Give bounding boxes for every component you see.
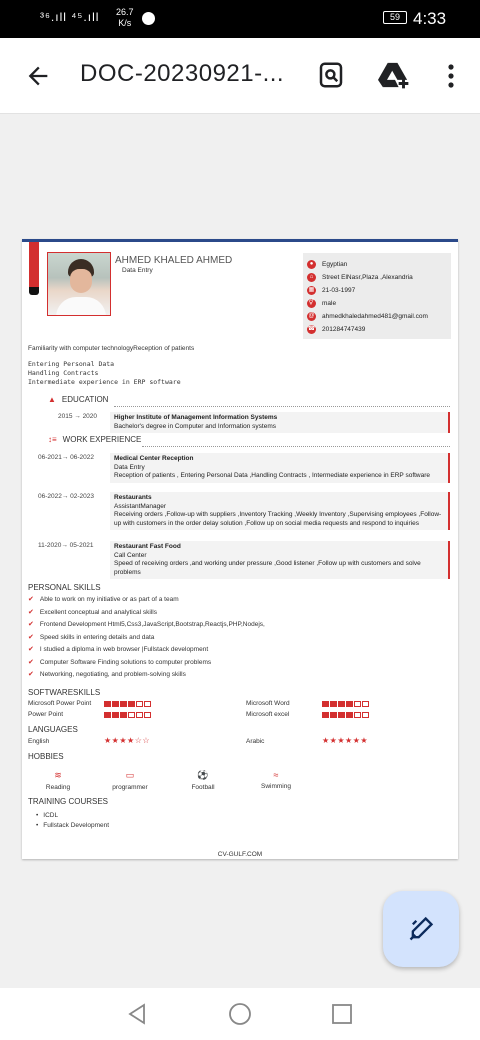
more-vert-icon[interactable] [440, 62, 462, 90]
work-heading-text: WORK EXPERIENCE [62, 435, 142, 444]
check-icon: ✔ [28, 659, 34, 666]
personal-skills-heading: PERSONAL SKILLS [28, 583, 101, 592]
star-icon: ★ [329, 736, 338, 745]
star-icon: ★ [111, 736, 120, 745]
job-description: Reception of patients , Entering Personal Data ,Handling Contracts , Intermediate experience in ERP software [114, 472, 431, 479]
job-entry [110, 492, 450, 530]
cv-role: Data Entry [122, 267, 153, 274]
skill-level-segment [346, 701, 353, 707]
skill-level-segment [330, 712, 337, 718]
edit-fab-button[interactable] [383, 891, 459, 967]
work-icon: ↕≡ [48, 435, 57, 444]
app-bar [0, 38, 480, 114]
summary-text: Familiarity with computer technologyReception of patients [28, 345, 195, 352]
software-name: Microsoft Power Point [28, 700, 92, 707]
check-icon: ✔ [28, 646, 34, 653]
contact-text: Egyptian [322, 261, 348, 268]
football-icon: ⚽ [197, 770, 209, 780]
skill-level-bar [322, 701, 370, 707]
training-item: • Fullstack Development [36, 822, 109, 829]
skill-level-segment [112, 701, 119, 707]
education-heading [48, 395, 108, 404]
education-title: Higher Institute of Management Information Systems [114, 414, 278, 421]
personal-skill-text: Frontend Development Html5,Css3,JavaScript,Bootstrap,Reactjs,PHP,Nodejs, [39, 620, 265, 628]
check-icon: ✔ [28, 609, 34, 616]
skill-level-segment [144, 712, 151, 718]
check-icon: ✔ [28, 671, 34, 678]
job-title: Restaurants [114, 494, 152, 501]
skill-level-segment [112, 712, 119, 718]
document-title: DOC-20230921-... [80, 60, 285, 87]
status-bar [0, 0, 480, 38]
network-speed-value: 26.7 [116, 7, 134, 17]
star-icon: ★ [352, 736, 361, 745]
skill-level-segment [128, 701, 135, 707]
work-heading [48, 435, 141, 444]
home-icon: ⌂ [307, 273, 316, 282]
skill-level-segment [104, 701, 111, 707]
drive-add-icon[interactable] [378, 60, 412, 90]
job-role: AssistantManager [114, 502, 167, 510]
training-heading: TRAINING COURSES [28, 797, 109, 806]
job-description: Speed of receiving orders ,and working under pressure ,Good listener ,Follow up with customers and solve problems [114, 560, 421, 576]
job-date: 11-2020→ 05-2021 [38, 542, 94, 549]
job-description: Receiving orders ,Follow-up with suppliers ,Inventory Tracking ,Weekly Inventory ,Supervising employees ,Follow-up with customers in the order delay solution ,Follow up on social media requests and respond to inquiries [114, 511, 442, 527]
hobby-reading [28, 770, 88, 791]
skill-level-segment [144, 701, 151, 707]
personal-skill-item [28, 595, 179, 603]
skill-level-segment [136, 701, 143, 707]
contact-row [307, 285, 355, 296]
messenger-icon [142, 12, 155, 25]
language-name: English [28, 738, 50, 745]
location-icon: ● [307, 260, 316, 269]
skill-level-segment [322, 701, 329, 707]
check-icon: ✔ [28, 596, 34, 603]
personal-skill-text: Computer Software Finding solutions to computer problems [39, 658, 212, 666]
document-footer: CV-GULF.COM [217, 851, 263, 858]
star-icon: ★ [127, 736, 135, 745]
signal-indicator: ³⁶.ıll ⁴⁵.ıll [40, 10, 100, 24]
nav-back-icon[interactable] [125, 1002, 149, 1026]
job-title: Medical Center Reception [114, 455, 194, 462]
network-speed [116, 7, 134, 29]
personal-skill-text: Networking, negotiating, and problem-solving skills [39, 670, 186, 678]
skill-level-segment [338, 712, 345, 718]
check-icon: ✔ [28, 634, 34, 641]
star-icon: ★ [337, 736, 346, 745]
clock: 4:33 [413, 9, 447, 28]
skill-level-segment [120, 701, 127, 707]
swimming-icon: ≈ [273, 770, 279, 780]
contact-text: ahmedkhaledahmed481@gmail.com [322, 313, 428, 320]
language-rating [322, 736, 368, 745]
edit-pen-icon [407, 915, 435, 943]
hobby-label: programmer [112, 784, 148, 791]
job-title: Restaurant Fast Food [114, 543, 181, 550]
personal-skill-text: Excellent conceptual and analytical skills [39, 608, 157, 616]
contact-row [307, 311, 428, 322]
skill-level-bar [104, 701, 152, 707]
contact-row [307, 259, 347, 270]
language-name: Arabic [246, 738, 265, 745]
header-accent-bar [29, 242, 39, 288]
software-name: Microsoft Word [246, 700, 290, 707]
job-entry [110, 453, 450, 483]
job-date: 06-2022→ 02-2023 [38, 493, 95, 500]
star-icon: ☆ [134, 736, 143, 745]
skill-level-segment [104, 712, 111, 718]
cv-name: AHMED KHALED AHMED [115, 255, 233, 266]
star-icon: ☆ [142, 736, 151, 745]
profile-photo [47, 252, 111, 316]
document-page[interactable] [22, 239, 458, 859]
contact-text: 21-03-1997 [322, 287, 356, 294]
education-entry [110, 412, 450, 433]
contact-row [307, 272, 413, 283]
divider [114, 406, 450, 407]
contact-row [307, 298, 336, 309]
skill-level-segment [338, 701, 345, 707]
skill-level-segment [346, 712, 353, 718]
hobby-label: Reading [45, 784, 71, 791]
hobby-swimming [246, 770, 306, 790]
system-nav-bar [0, 988, 480, 1040]
star-icon: ★ [322, 736, 330, 745]
gender-icon: ⚥ [308, 300, 315, 306]
hobby-label: Football [191, 784, 215, 791]
summary-line: Intermediate experience in ERP software [28, 378, 181, 386]
phone-icon: ☎ [307, 326, 316, 332]
skill-level-segment [354, 701, 361, 707]
personal-skill-item [28, 620, 265, 628]
star-icon: ★ [104, 736, 112, 745]
nav-home-icon[interactable] [228, 1002, 252, 1026]
training-item: • ICDL [36, 812, 58, 819]
skill-level-segment [322, 712, 329, 718]
personal-skill-text: Speed skills in entering details and data [39, 633, 155, 641]
software-name: Power Point [28, 711, 64, 718]
personal-skill-item [28, 645, 208, 653]
email-icon: @ [308, 313, 315, 319]
programmer-icon: ▭ [125, 770, 135, 780]
education-subtitle: Bachelor's degree in Computer and Information systems [114, 422, 277, 430]
contact-row [307, 324, 365, 335]
hobby-label: Swimming [261, 783, 291, 790]
reading-icon: ≋ [54, 770, 62, 780]
contact-box [303, 253, 451, 339]
star-icon: ★ [119, 736, 128, 745]
contact-text: male [322, 300, 337, 307]
personal-skill-text: I studied a diploma in web browser |Fullstack development [39, 645, 209, 653]
graduation-cap-icon: ▲ [48, 395, 56, 404]
skill-level-segment [136, 712, 143, 718]
network-speed-unit: K/s [118, 18, 132, 28]
hobby-programmer [100, 770, 160, 791]
education-heading-text: EDUCATION [61, 395, 109, 404]
summary-line: Handling Contracts [28, 369, 99, 377]
language-rating [104, 736, 150, 745]
contact-text: Street ElNasr,Plaza ,Alexandria [322, 274, 413, 281]
summary-list [28, 360, 181, 387]
battery-indicator: 59 [383, 11, 407, 24]
skill-level-bar [104, 712, 152, 718]
divider [142, 446, 450, 447]
hobby-football [173, 770, 233, 791]
job-role: Data Entry [114, 463, 145, 471]
back-arrow-icon[interactable] [24, 62, 52, 90]
job-date: 06-2021→ 06-2022 [38, 454, 95, 461]
personal-skill-item [28, 608, 157, 616]
skill-level-segment [128, 712, 135, 718]
personal-skill-item [28, 670, 186, 678]
skill-level-segment [354, 712, 361, 718]
skill-level-segment [330, 701, 337, 707]
personal-skill-item [28, 633, 154, 641]
job-role: Call Center [114, 551, 147, 559]
star-icon: ★ [345, 736, 353, 745]
languages-heading: LANGUAGES [28, 725, 78, 734]
software-skills-heading: SOFTWARESKILLS [28, 688, 101, 697]
nav-recents-icon[interactable] [330, 1002, 354, 1026]
personal-skill-text: Able to work on my initiative or as part of a team [39, 595, 179, 603]
job-entry [110, 541, 450, 579]
check-icon: ✔ [28, 621, 34, 628]
skill-level-segment [362, 712, 369, 718]
skill-level-segment [120, 712, 127, 718]
hobbies-heading: HOBBIES [28, 752, 64, 761]
software-name: Microsoft excel [246, 711, 290, 718]
education-date: 2015 → 2020 [58, 413, 98, 420]
contact-text: 201284747439 [322, 326, 366, 333]
skill-level-bar [322, 712, 370, 718]
personal-skill-item [28, 658, 211, 666]
skill-level-segment [362, 701, 369, 707]
summary-line: Entering Personal Data [28, 360, 115, 368]
google-lens-icon[interactable] [316, 60, 346, 90]
star-icon: ★ [360, 736, 369, 745]
calendar-icon: ▦ [308, 287, 315, 293]
